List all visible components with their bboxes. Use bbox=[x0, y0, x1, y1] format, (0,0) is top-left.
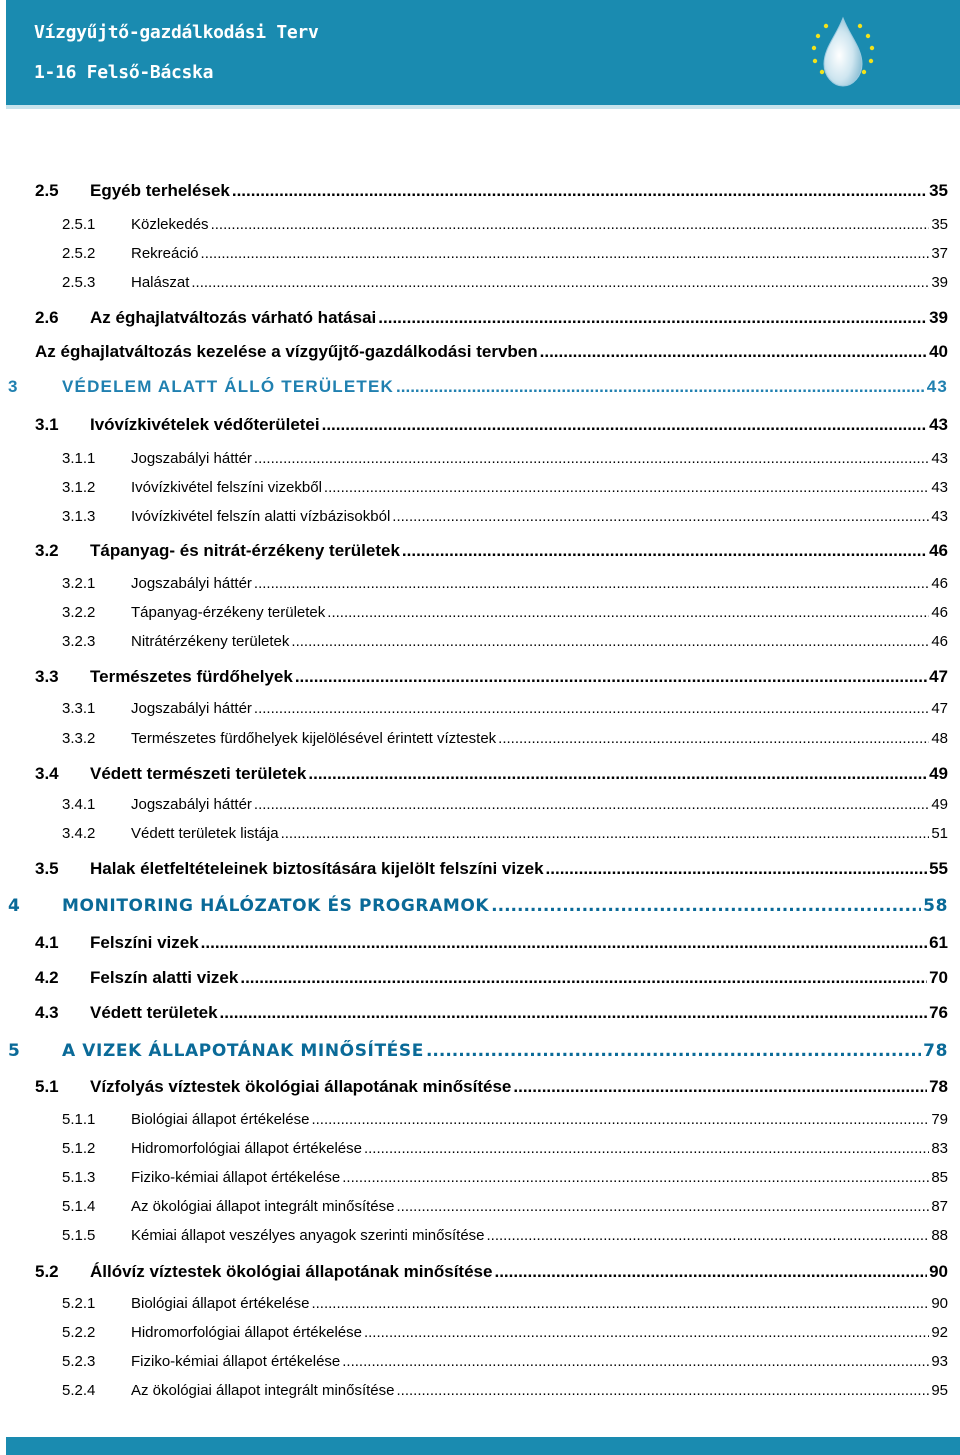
toc-entry[interactable] bbox=[0, 1003, 960, 1027]
toc-entry-title: Jogszabályi háttér bbox=[131, 796, 252, 813]
toc-entry-title: Rekreáció bbox=[131, 245, 199, 262]
toc-entry-number: 5.1.5 bbox=[62, 1227, 96, 1244]
toc-leader-dots bbox=[220, 1003, 928, 1023]
toc-entry-number: 2.5.1 bbox=[62, 216, 96, 233]
toc-leader-dots bbox=[191, 274, 929, 291]
toc-entry-title: Felszín alatti vizek bbox=[90, 968, 239, 987]
toc-leader-dots bbox=[396, 1382, 929, 1399]
toc-entry[interactable] bbox=[0, 377, 960, 401]
toc-entry-page: 49 bbox=[929, 764, 948, 783]
document-subtitle: 1-16 Felső-Bácska bbox=[34, 62, 214, 83]
toc-entry-number: 4.1 bbox=[35, 933, 59, 952]
toc-entry-number: 5.1 bbox=[35, 1077, 59, 1096]
toc-entry-page: 87 bbox=[931, 1198, 948, 1215]
toc-entry-page: 40 bbox=[929, 342, 948, 361]
toc-entry-title: MONITORING HÁLÓZATOK ÉS PROGRAMOK bbox=[62, 896, 490, 916]
toc-leader-dots bbox=[201, 933, 927, 953]
toc-entry-title: A VIZEK ÁLLAPOTÁNAK MINŐSÍTÉSE bbox=[62, 1041, 424, 1061]
toc-entry-page: 43 bbox=[931, 479, 948, 496]
toc-entry-page: 58 bbox=[923, 896, 948, 916]
toc-entry-number: 3.3 bbox=[35, 667, 59, 686]
toc-entry-title: Hidromorfológiai állapot értékelése bbox=[131, 1324, 362, 1341]
toc-leader-dots bbox=[392, 508, 929, 525]
toc-entry[interactable] bbox=[0, 450, 960, 474]
toc-entry-page: 51 bbox=[931, 825, 948, 842]
toc-entry[interactable] bbox=[0, 604, 960, 628]
header-shadow bbox=[6, 105, 960, 109]
toc-entry[interactable] bbox=[0, 1111, 960, 1135]
toc-entry-number: 5.1.2 bbox=[62, 1140, 96, 1157]
toc-leader-dots bbox=[396, 377, 925, 397]
toc-leader-dots bbox=[308, 764, 927, 784]
toc-entry[interactable] bbox=[0, 1169, 960, 1193]
toc-leader-dots bbox=[402, 541, 927, 561]
toc-entry-number: 3 bbox=[8, 377, 19, 396]
toc-leader-dots bbox=[491, 896, 921, 916]
toc-leader-dots bbox=[546, 859, 928, 879]
toc-entry-number: 5.2.1 bbox=[62, 1295, 96, 1312]
toc-entry-page: 90 bbox=[931, 1295, 948, 1312]
toc-entry[interactable] bbox=[0, 1262, 960, 1286]
toc-entry-title: Természetes fürdőhelyek bbox=[90, 667, 293, 686]
toc-entry-page: 79 bbox=[931, 1111, 948, 1128]
toc-entry-page: 43 bbox=[931, 508, 948, 525]
toc-entry[interactable] bbox=[0, 508, 960, 532]
toc-leader-dots bbox=[327, 604, 929, 621]
toc-entry-number: 2.5 bbox=[35, 181, 59, 200]
toc-entry-number: 2.5.2 bbox=[62, 245, 96, 262]
toc-entry-page: 90 bbox=[929, 1262, 948, 1281]
toc-entry-page: 49 bbox=[931, 796, 948, 813]
toc-entry-page: 39 bbox=[931, 274, 948, 291]
toc-entry-page: 93 bbox=[931, 1353, 948, 1370]
toc-leader-dots bbox=[364, 1324, 929, 1341]
toc-leader-dots bbox=[498, 730, 929, 747]
toc-entry-page: 55 bbox=[929, 859, 948, 878]
toc-entry-title: Védett területek listája bbox=[131, 825, 279, 842]
toc-entry-title: Az ökológiai állapot integrált minősítése bbox=[131, 1382, 395, 1399]
toc-entry-title: Nitrátérzékeny területek bbox=[131, 633, 290, 650]
document-title: Vízgyűjtő-gazdálkodási Terv bbox=[34, 22, 319, 43]
toc-entry-title: Kémiai állapot veszélyes anyagok szerinti minősítése bbox=[131, 1227, 485, 1244]
toc-entry-page: 85 bbox=[931, 1169, 948, 1186]
toc-entry-title: Védett természeti területek bbox=[90, 764, 307, 783]
toc-entry-page: 46 bbox=[931, 633, 948, 650]
toc-entry-number: 5.1.3 bbox=[62, 1169, 96, 1186]
toc-entry-number: 3.1.1 bbox=[62, 450, 96, 467]
toc-entry-number: 3.5 bbox=[35, 859, 59, 878]
toc-entry[interactable] bbox=[0, 1324, 960, 1348]
toc-entry-number: 3.2.1 bbox=[62, 575, 96, 592]
toc-entry-number: 5.2.3 bbox=[62, 1353, 96, 1370]
toc-entry-title: Egyéb terhelések bbox=[90, 181, 230, 200]
toc-entry-number: 4.3 bbox=[35, 1003, 59, 1022]
toc-leader-dots bbox=[324, 479, 929, 496]
toc-entry-title: Védett területek bbox=[90, 1003, 218, 1022]
toc-entry[interactable] bbox=[0, 859, 960, 883]
toc-entry-title: Hidromorfológiai állapot értékelése bbox=[131, 1140, 362, 1157]
toc-leader-dots bbox=[426, 1041, 921, 1061]
toc-entry-page: 43 bbox=[931, 450, 948, 467]
toc-entry[interactable] bbox=[0, 667, 960, 691]
toc-entry-title: Fiziko-kémiai állapot értékelése bbox=[131, 1353, 341, 1370]
toc-entry-page: 95 bbox=[931, 1382, 948, 1399]
toc-entry-page: 83 bbox=[931, 1140, 948, 1157]
toc-entry-number: 3.4.1 bbox=[62, 796, 96, 813]
toc-entry-title: Az éghajlatváltozás kezelése a vízgyűjtő-gazdálkodási tervben bbox=[35, 342, 538, 361]
toc-entry[interactable] bbox=[0, 342, 960, 366]
toc-entry[interactable] bbox=[0, 700, 960, 724]
toc-leader-dots bbox=[295, 667, 927, 687]
toc-leader-dots bbox=[254, 450, 929, 467]
toc-entry-title: Halak életfeltételeinek biztosítására kijelölt felszíni vizek bbox=[90, 859, 544, 878]
toc-leader-dots bbox=[342, 1169, 929, 1186]
toc-entry[interactable] bbox=[0, 1140, 960, 1164]
toc-leader-dots bbox=[291, 633, 929, 650]
toc-entry[interactable] bbox=[0, 1041, 960, 1065]
toc-entry-page: 46 bbox=[931, 575, 948, 592]
toc-leader-dots bbox=[342, 1353, 929, 1370]
toc-leader-dots bbox=[254, 796, 929, 813]
toc-leader-dots bbox=[487, 1227, 930, 1244]
toc-entry[interactable] bbox=[0, 274, 960, 298]
toc-entry-title: Ivóvízkivételek védőterületei bbox=[90, 415, 320, 434]
toc-entry[interactable] bbox=[0, 933, 960, 957]
toc-leader-dots bbox=[396, 1198, 929, 1215]
toc-entry-number: 3.2 bbox=[35, 541, 59, 560]
toc-entry-number: 5.1.1 bbox=[62, 1111, 96, 1128]
toc-entry[interactable] bbox=[0, 415, 960, 439]
toc-entry-title: Tápanyag- és nitrát-érzékeny területek bbox=[90, 541, 400, 560]
toc-entry-page: 43 bbox=[929, 415, 948, 434]
document-footer-bar bbox=[6, 1437, 960, 1455]
toc-leader-dots bbox=[378, 308, 927, 328]
toc-entry-page: 61 bbox=[929, 933, 948, 952]
toc-entry[interactable] bbox=[0, 575, 960, 599]
toc-entry-title: Közlekedés bbox=[131, 216, 209, 233]
toc-entry-page: 47 bbox=[931, 700, 948, 717]
toc-entry[interactable] bbox=[0, 308, 960, 332]
toc-entry[interactable] bbox=[0, 541, 960, 565]
toc-entry-page: 70 bbox=[929, 968, 948, 987]
toc-entry-page: 35 bbox=[929, 181, 948, 200]
toc-entry-page: 88 bbox=[931, 1227, 948, 1244]
toc-entry-title: Ivóvízkivétel felszín alatti vízbázisokból bbox=[131, 508, 391, 525]
toc-entry-page: 78 bbox=[929, 1077, 948, 1096]
toc-entry[interactable] bbox=[0, 796, 960, 820]
toc-entry-title: Az ökológiai állapot integrált minősítése bbox=[131, 1198, 395, 1215]
toc-entry[interactable] bbox=[0, 245, 960, 269]
toc-entry[interactable] bbox=[0, 1295, 960, 1319]
toc-entry-number: 5.2.4 bbox=[62, 1382, 96, 1399]
toc-entry-title: Biológiai állapot értékelése bbox=[131, 1111, 310, 1128]
toc-entry-number: 3.3.2 bbox=[62, 730, 96, 747]
toc-entry-page: 92 bbox=[931, 1324, 948, 1341]
toc-leader-dots bbox=[494, 1262, 927, 1282]
toc-entry-title: Ivóvízkivétel felszíni vizekből bbox=[131, 479, 322, 496]
toc-entry-number: 3.4 bbox=[35, 764, 59, 783]
toc-entry-title: Biológiai állapot értékelése bbox=[131, 1295, 310, 1312]
toc-entry-page: 47 bbox=[929, 667, 948, 686]
toc-entry-title: Természetes fürdőhelyek kijelölésével érintett víztestek bbox=[131, 730, 497, 747]
toc-entry-number: 3.1.3 bbox=[62, 508, 96, 525]
toc-entry[interactable] bbox=[0, 730, 960, 754]
toc-entry[interactable] bbox=[0, 1198, 960, 1222]
toc-entry[interactable] bbox=[0, 181, 960, 205]
toc-leader-dots bbox=[240, 968, 927, 988]
toc-entry-number: 5.2.2 bbox=[62, 1324, 96, 1341]
toc-entry[interactable] bbox=[0, 479, 960, 503]
toc-entry[interactable] bbox=[0, 1227, 960, 1251]
toc-leader-dots bbox=[211, 216, 930, 233]
toc-entry-page: 46 bbox=[929, 541, 948, 560]
toc-entry-number: 5.2 bbox=[35, 1262, 59, 1281]
toc-entry-title: Jogszabályi háttér bbox=[131, 450, 252, 467]
toc-leader-dots bbox=[540, 342, 927, 362]
toc-entry-number: 3.2.3 bbox=[62, 633, 96, 650]
toc-entry-page: 35 bbox=[931, 216, 948, 233]
document-header bbox=[6, 0, 960, 105]
toc-entry-title: Állóvíz víztestek ökológiai állapotának minősítése bbox=[90, 1262, 493, 1281]
toc-leader-dots bbox=[232, 181, 927, 201]
toc-leader-dots bbox=[311, 1295, 929, 1312]
toc-entry-page: 37 bbox=[931, 245, 948, 262]
toc-entry-page: 46 bbox=[931, 604, 948, 621]
toc-entry-number: 3.3.1 bbox=[62, 700, 96, 717]
toc-leader-dots bbox=[322, 415, 927, 435]
toc-entry-title: Jogszabályi háttér bbox=[131, 700, 252, 717]
toc-leader-dots bbox=[513, 1077, 927, 1097]
toc-entry-number: 3.1.2 bbox=[62, 479, 96, 496]
toc-entry[interactable] bbox=[0, 1077, 960, 1101]
toc-entry-title: Halászat bbox=[131, 274, 190, 291]
toc-entry-title: Jogszabályi háttér bbox=[131, 575, 252, 592]
toc-entry-title: Fiziko-kémiai állapot értékelése bbox=[131, 1169, 341, 1186]
toc-entry[interactable] bbox=[0, 216, 960, 240]
toc-entry[interactable] bbox=[0, 1382, 960, 1406]
toc-entry[interactable] bbox=[0, 764, 960, 788]
toc-leader-dots bbox=[201, 245, 930, 262]
toc-entry-number: 4 bbox=[8, 896, 21, 916]
toc-entry-title: Felszíni vizek bbox=[90, 933, 199, 952]
toc-leader-dots bbox=[254, 700, 929, 717]
toc-entry-title: Vízfolyás víztestek ökológiai állapotának minősítése bbox=[90, 1077, 512, 1096]
toc-entry-page: 39 bbox=[929, 308, 948, 327]
toc-entry-number: 2.5.3 bbox=[62, 274, 96, 291]
toc-entry[interactable] bbox=[0, 1353, 960, 1377]
toc-leader-dots bbox=[254, 575, 929, 592]
toc-leader-dots bbox=[311, 1111, 929, 1128]
toc-entry-number: 3.2.2 bbox=[62, 604, 96, 621]
toc-entry-page: 43 bbox=[926, 377, 948, 396]
toc-entry[interactable] bbox=[0, 633, 960, 657]
toc-entry-number: 3.1 bbox=[35, 415, 59, 434]
toc-entry-title: Tápanyag-érzékeny területek bbox=[131, 604, 326, 621]
toc-entry-number: 5 bbox=[8, 1041, 21, 1061]
toc-entry-page: 76 bbox=[929, 1003, 948, 1022]
toc-entry-number: 5.1.4 bbox=[62, 1198, 96, 1215]
toc-leader-dots bbox=[281, 825, 930, 842]
toc-entry-number: 2.6 bbox=[35, 308, 59, 327]
toc-entry-title: Az éghajlatváltozás várható hatásai bbox=[90, 308, 377, 327]
toc-entry-page: 48 bbox=[931, 730, 948, 747]
water-drop-logo-icon bbox=[806, 14, 880, 90]
toc-entry-title: VÉDELEM ALATT ÁLLÓ TERÜLETEK bbox=[62, 377, 395, 396]
toc-entry[interactable] bbox=[0, 968, 960, 992]
toc-leader-dots bbox=[364, 1140, 929, 1157]
toc-entry-page: 78 bbox=[923, 1041, 948, 1061]
toc-entry[interactable] bbox=[0, 896, 960, 920]
toc-entry-number: 3.4.2 bbox=[62, 825, 96, 842]
toc-entry-number: 4.2 bbox=[35, 968, 59, 987]
toc-entry[interactable] bbox=[0, 825, 960, 849]
